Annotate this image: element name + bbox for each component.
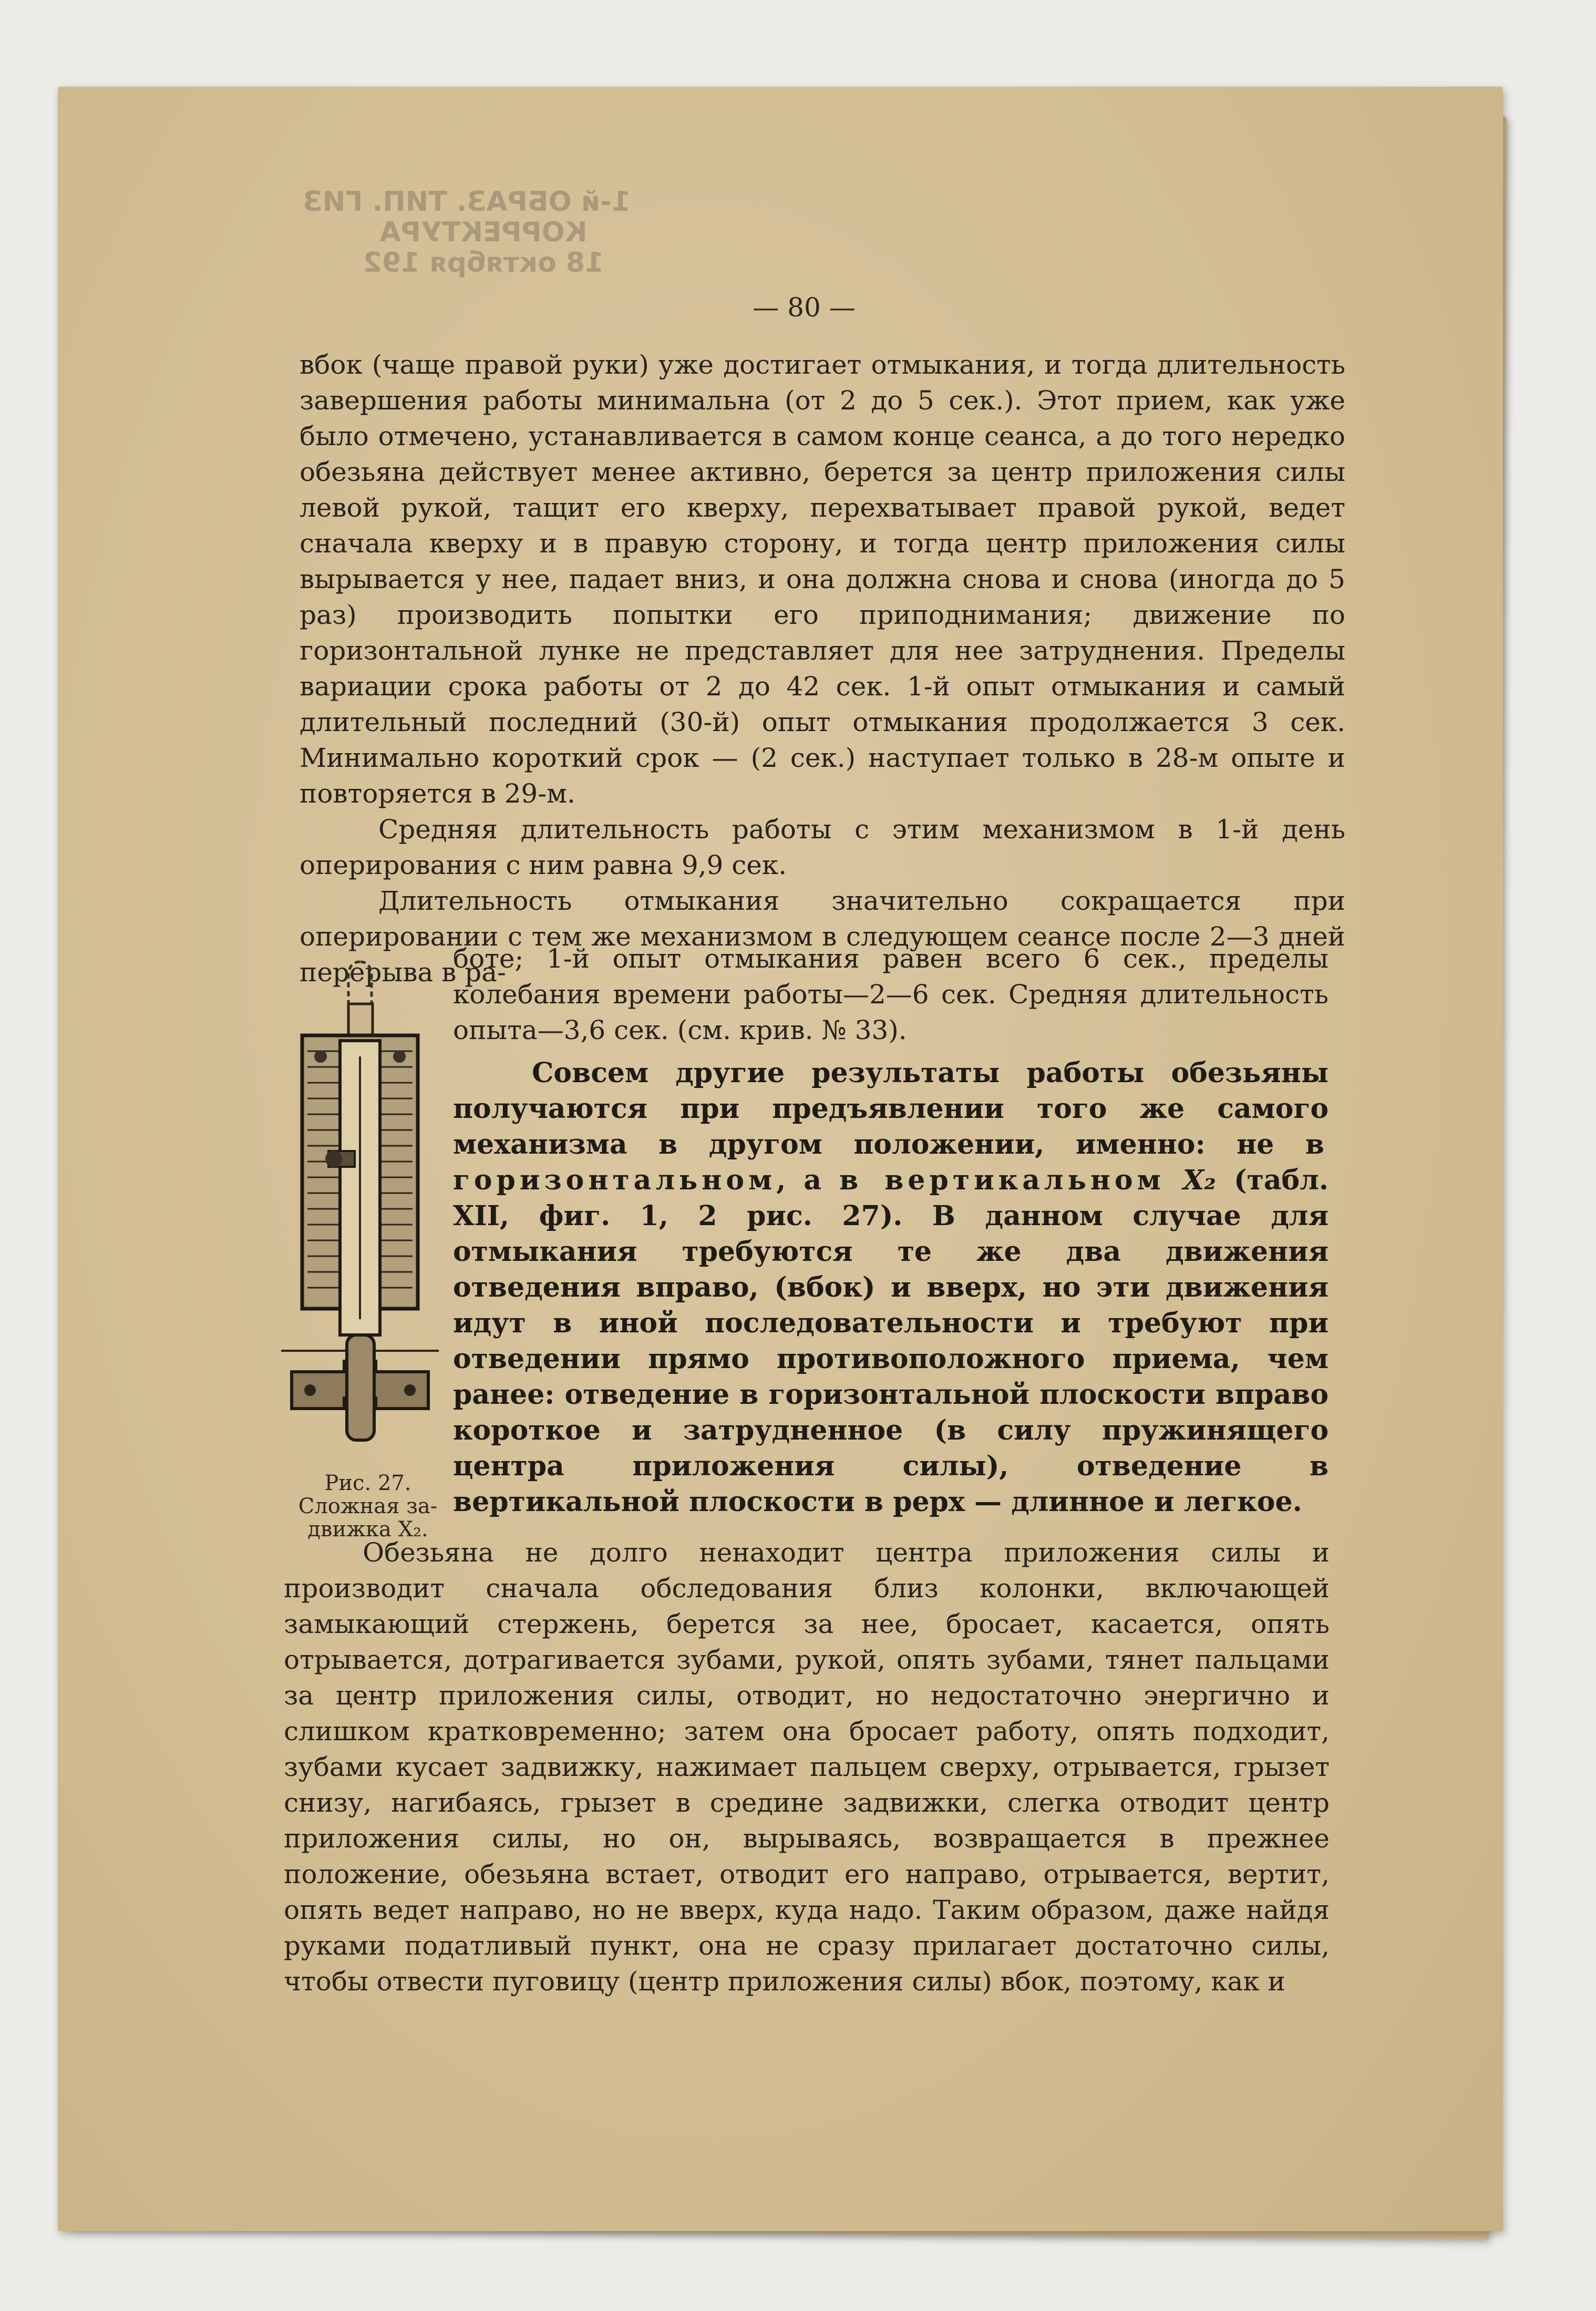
proof-stamp — [303, 186, 631, 279]
stamp-line-2: КОРРЕКТУРА — [379, 217, 588, 248]
paragraph-continuation: боте; 1-й опыт отмыкания равен всего 6 сек., пределы колебания времени работы—2—6 сек. Средняя длительность опыта—3,6 сек. (см. крив. № 33). — [453, 943, 1329, 1045]
paragraph-bottom: Обезьяна не долго ненаходит центра приложения силы и производит сначала обследования близ колонки, включающей замыкающий стержень, берется за нее, бросает, касается, опять отрывается, дотрагивается зубами, рукой, опять зубами, тянет пальцами за центр приложения силы, отводит, но недостаточно энергично и слишком кратковременно; затем она бросает работу, опять подходит, зубами кусает задвижку, нажимает пальцем сверху, отрывается, грызет снизу, нагибаясь, грызет в средине задвижки, слегка отводит центр приложения силы, но он, вырываясь, возвращается в прежнее положение, обезьяна встает, отводит его направо, отрывается, вертит, опять ведет направо, но не вверх, куда надо. Таким образом, даже найдя руками податливый пункт, она не сразу прилагает достаточно силы, чтобы отвести пуговицу (центр приложения силы) вбок, поэтому, как и — [284, 1537, 1330, 1997]
p2-start: Совсем другие результаты работы обезьяны получаются при предъявлении того же самого механизма в другом положении, именно: не — [453, 1057, 1329, 1160]
caption-line-2: Сложная за- — [298, 1494, 438, 1518]
p2-spaced-vertical: в вертикальном — [839, 1164, 1165, 1196]
stamp-line-3: 18 октября 192 — [363, 247, 604, 279]
text-block-bottom — [284, 1535, 1330, 1999]
caption-line-1: Рис. 27. — [324, 1471, 411, 1495]
p2-mid: , а — [776, 1164, 840, 1196]
figure-caption — [284, 1472, 452, 1541]
text-block-side — [453, 941, 1329, 1520]
paragraph-2: Средняя длительность работы с этим механизмом в 1-й день оперирования с ним равна 9,9 сек. — [300, 814, 1345, 880]
p2-rest: (табл. XII, фиг. 1, 2 рис. 27). В данном случае для отмыкания требуются те же два движения отведения вправо, (вбок) и вверх, но эти движения идут в иной последовательности и требуют при отведении прямо противоположного приема, чем ранее: отведение в горизонтальной плоскости вправо короткое и затрудненное (в силу пружинящего центра приложения силы), отведение в вертикальной плоскости в рерх — длинное и легкое. — [453, 1164, 1329, 1518]
p2-spaced-horizontal: в горизонтальном — [453, 1128, 1329, 1196]
stamp-line-1: 1-й ОБРАЗ. ТИП. ГИЗ — [303, 186, 631, 218]
caption-line-3: движка X₂. — [307, 1517, 428, 1542]
page-number: — 80 — — [753, 292, 856, 323]
paragraph-1: вбок (чаще правой руки) уже достигает отмыкания, и тогда длительность завершения работы минимальна (от 2 до 5 сек.). Этот прием, как уже было отмечено, устанавливается в самом конце сеанса, а до того нередко обезьяна действует менее активно, берется за центр приложения силы левой рукой, тащит его кверху, перехватывает правой рукой, ведет сначала кверху и в правую сторону, и тогда центр приложения силы вырывается у нее, падает вниз, и она должна снова и снова (иногда до 5 раз) производить попытки его приподнимания; движение по горизонтальной лунке не представляет для нее затруднения. Пределы вариации срока работы от 2 до 42 сек. 1-й опыт отмыкания и самый длительный последний (30-й) опыт отмыкания продолжается 3 сек. Минимально короткий срок — (2 сек.) наступает только в 28-м опыте и повторяется в 29-м. — [300, 350, 1345, 809]
paragraph-vertical-position — [453, 1055, 1329, 1520]
figure-latch-illustration — [281, 951, 439, 1466]
paragraph-3: Длительность отмыкания значительно сокращается при оперировании с тем же механизмом в следующем сеансе после 2—3 дней перерыва в ра- — [300, 886, 1345, 988]
p2-variable: X₂ — [1165, 1164, 1216, 1196]
text-block-top — [300, 347, 1345, 990]
